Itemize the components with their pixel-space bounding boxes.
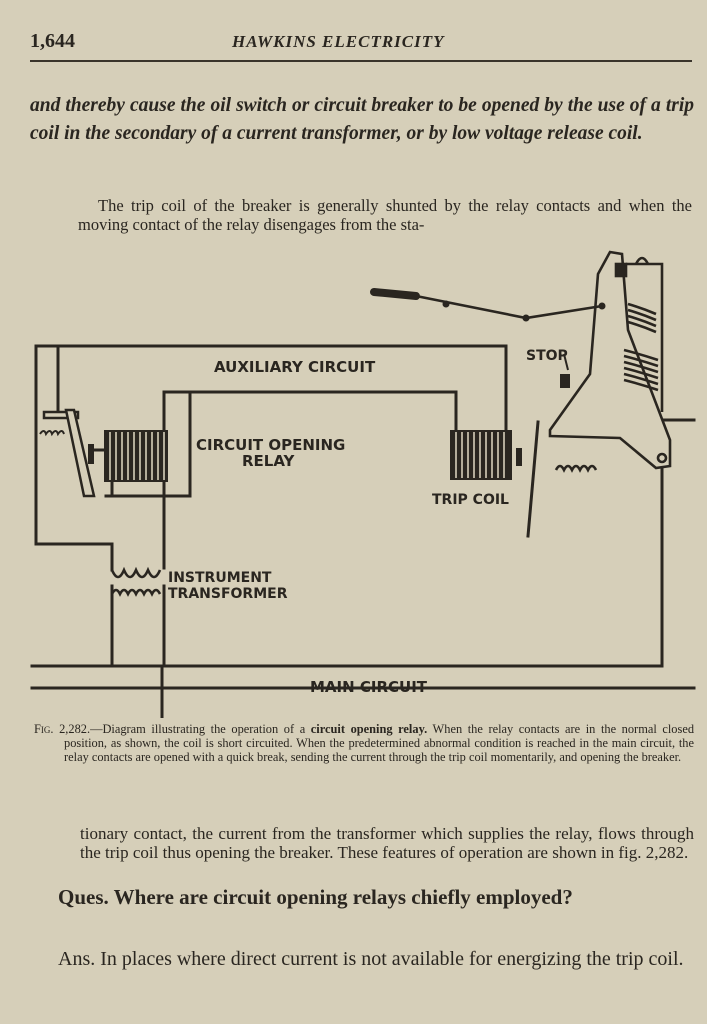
caption-lead: —Diagram illustrating the operation of a (90, 722, 311, 736)
circuit-diagram (30, 244, 698, 718)
answer (30, 945, 694, 973)
label-stop: STOP (526, 348, 568, 364)
caption-bold: circuit opening relay. (310, 722, 428, 736)
breaker-arm (528, 422, 538, 536)
paragraph-1: and thereby cause the oil switch or circuit breaker to be opened by the use of a trip coil in the secondary of a current transformer, or by low voltage release coil. (30, 95, 694, 144)
stop-block (560, 374, 570, 388)
transformer-left-lead (36, 544, 112, 570)
handle-lever (374, 292, 606, 322)
figure-caption (34, 722, 694, 764)
running-title: HAWKINS ELECTRICITY (232, 32, 445, 51)
label-relay-line1: CIRCUIT OPENING (196, 436, 346, 454)
label-instrument: INSTRUMENT (168, 570, 272, 586)
header-rule (30, 60, 692, 62)
label-auxiliary-circuit: AUXILIARY CIRCUIT (214, 358, 376, 376)
question (30, 882, 694, 912)
label-transformer: TRANSFORMER (168, 586, 288, 602)
figure-2282 (30, 244, 698, 718)
answer-label: Ans. (58, 948, 96, 970)
answer-text: In places where direct current is not available for energizing the trip coil. (100, 948, 684, 970)
question-text: Where are circuit opening relays chiefly employed? (113, 885, 573, 909)
label-trip-coil: TRIP COIL (432, 492, 509, 508)
instrument-transformer (112, 570, 160, 594)
paragraph-2: The trip coil of the breaker is generally shunted by the relay contacts and when the moving contact of the relay disengages from the sta- (78, 196, 692, 234)
question-label: Ques. (58, 885, 109, 909)
page-header (30, 30, 692, 56)
relay-armature-group (40, 410, 94, 496)
page-number: 1,644 (30, 30, 75, 52)
relay-coil (104, 430, 168, 482)
circuit-breaker-mechanism (550, 252, 670, 470)
trip-coil (450, 430, 522, 480)
label-main-circuit: MAIN CIRCUIT (310, 678, 428, 696)
label-relay-line2: RELAY (242, 452, 295, 470)
paragraph-3: tionary contact, the current from the transformer which supplies the relay, flows through the trip coil thus opening the breaker. These features of operation are shown in fig. 2,282. (80, 824, 694, 862)
caption-rest: When the relay contacts are in the normal closed position, as shown, the coil is short circuited. When the predetermined abnormal condition is reached in the main circuit, the relay contacts are opened with a quick break, sending the current through the trip coil momentarily, and opening the breaker. (64, 722, 695, 764)
figure-label: Fig. 2,282. (34, 722, 91, 736)
